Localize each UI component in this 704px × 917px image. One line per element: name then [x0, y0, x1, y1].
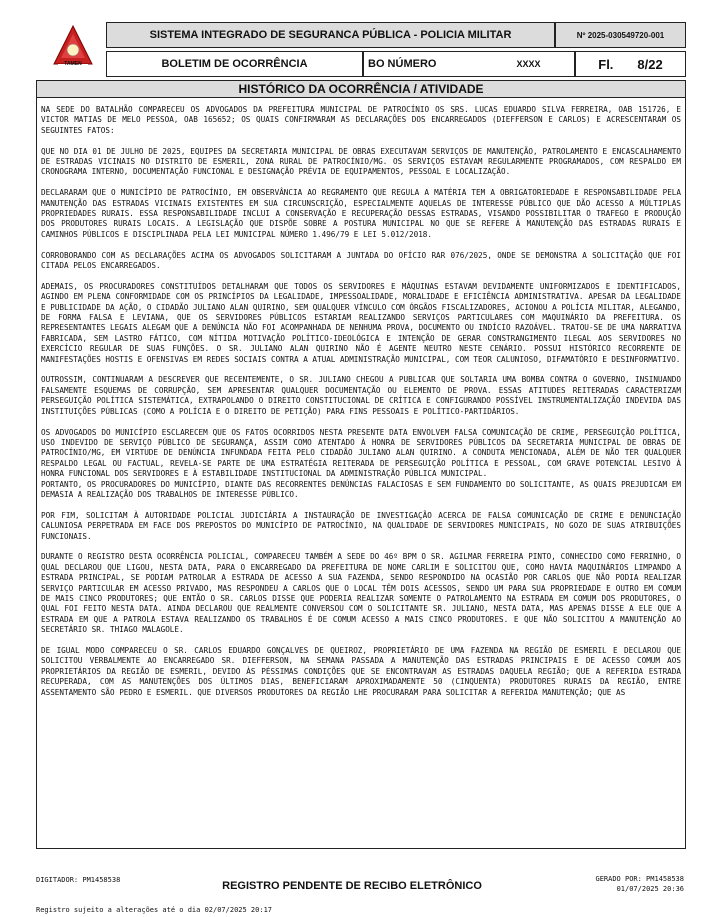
section-title: HISTÓRICO DA OCORRÊNCIA / ATIVIDADE — [36, 80, 686, 98]
history-paragraph: OUTROSSIM, CONTINUARAM A DESCREVER QUE RECENTEMENTE, O SR. JULIANO CHEGOU A PUBLICAR QUE SOLTARIA UMA BOMBA CONTRA O GOVERNO, INSINUANDO FALSAMENTE ESQUEMAS DE CORRUPÇÃO, SEM APRESENTAR QUALQUER DOCUMENTAÇÃO OU ELEMENTO DE PROVA. ESSAS ATITUDES REITERADAS CARACTERIZAM PERSEGUIÇÃO POLÍTICA SISTEMÁTICA, EXTRAPOLANDO O DIREITO CONSTITUCIONAL DE CRÍTICA E CONFIGURANDO POSSÍVEL INSTRUMENTALIZAÇÃO INDEVIDA DAS INSTITUIÇÕES PÚBLICAS (COMO A POLÍCIA E O DIREITO DE PETIÇÃO) PARA FINS PESSOAIS E POLÍTICO-PARTIDÁRIOS. — [41, 375, 681, 416]
history-paragraph: QUE NO DIA 01 DE JULHO DE 2025, EQUIPES DA SECRETARIA MUNICIPAL DE OBRAS EXECUTAVAM SERVIÇOS DE MANUTENÇÃO, PATROLAMENTO E ENCASCALHAMENTO DE ESTRADAS VICINAIS NO DISTRITO DE ESMERIL, ZONA RURAL DE PATROCÍNIO/MG. OS SERVIÇOS ESTAVAM REGULARMENTE PROGRAMADOS, COM RESPALDO EM CRONOGRAMA INTERNO, DOCUMENTAÇÃO FUNCIONAL E DESIGNAÇÃO PRÉVIA DE EQUIPAMENTOS, PESSOAL E LOCALIZAÇÃO. — [41, 146, 681, 177]
system-title: SISTEMA INTEGRADO DE SEGURANCA PÚBLICA - POLICIA MILITAR — [106, 22, 555, 48]
history-paragraph: OS ADVOGADOS DO MUNICÍPIO ESCLARECEM QUE OS FATOS OCORRIDOS NESTA PRESENTE DATA ENVOLVEM FALSA COMUNICAÇÃO DE CRIME, PERSEGUIÇÃO POLÍTICA, USO INDEVIDO DE SERVIÇO PÚBLICO DE SEGURANÇA, ASSIM COMO ATENTADO À HONRA DE SERVIDORES PÚBLICOS DA SECRETARIA MUNICIPAL DE OBRAS DE PATROCÍNIO/MG, EM VIRTUDE DE DENÚNCIA INFUNDADA FEITA PELO CIDADÃO JULIANO ALAN QUIRINO. A CONDUTA MENCIONADA, ALÉM DE NÃO TER QUALQUER RESPALDO LEGAL OU FACTUAL, REVELA-SE PARTE DE UMA ESTRATÉGIA REITERADA DE PERSEGUIÇÃO POLÍTICA E PESSOAL, COM GRAVE POTENCIAL LESIVO À HONRA FUNCIONAL DOS SERVIDORES E À ESTABILIDADE INSTITUCIONAL DA ADMINISTRAÇÃO PÚBLICA MUNICIPAL. PORTANTO, OS PROCURADORES DO MUNICÍPIO, DIANTE DAS RECORRENTES DENÚNCIAS FALACIOSAS E SEM FUNDAMENTO DO SOLICITANTE, AS QUAIS PREJUDICAM EM DEMASIA A REALIZAÇÃO DOS TRABALHOS DE INTERESSE PÚBLICO. — [41, 427, 681, 499]
history-paragraph: POR FIM, SOLICITAM À AUTORIDADE POLICIAL JUDICIÁRIA A INSTAURAÇÃO DE INVESTIGAÇÃO ACERCA DE FALSA COMUNICAÇÃO DE CRIME E DENUNCIAÇÃO CALUNIOSA PERPETRADA EM FACE DOS PREPOSTOS DO MUNICÍPIO DE PATROCÍNIO, NA QUALIDADE DE SERVIDORES MUNICIPAIS, NO GOZO DE SUAS ATRIBUIÇÕES FUNCIONAIS. — [41, 510, 681, 541]
history-paragraph: DECLARARAM QUE O MUNICÍPIO DE PATROCÍNIO, EM OBSERVÂNCIA AO REGRAMENTO QUE REGULA A MATÉRIA TEM A OBRIGATORIEDADE E RESPONSABILIDADE PELA MANUTENÇÃO DAS ESTRADAS VICINAIS EXISTENTES EM SUA CIRCUNSCRIÇÃO, ESPECIALMENTE AQUELAS DE INTERESSE PÚBLICO QUE DÃO ACESSO A MÚLTIPLAS PROPRIEDADES RURAIS. ESSA RESPONSABILIDADE INCLUI A CONSERVAÇÃO E RECUPERAÇÃO DESSAS ESTRADAS, VISANDO POSSIBILITAR O TRAFEGO E PRODUÇÃO DOS PRODUTORES RURAIS LOCAIS. A LEGISLAÇÃO QUE DISPÕE SOBRE A POSTURA MUNICIPAL NO QUE SE REFERE À MANUTENÇÃO DAS ESTRADAS RURAIS E CAMINHOS PÚBLICOS E DISCIPLINADA PELA LEI MUNICIPAL NÚMERO 1.496/79 E LEI 5.012/2018. — [41, 188, 681, 239]
history-text — [41, 105, 681, 708]
pm-logo — [52, 24, 94, 72]
history-paragraph: DE IGUAL MODO COMPARECEU O SR. CARLOS EDUARDO GONÇALVES DE QUEIROZ, PROPRIETÁRIO DE UMA FAZENDA NA REGIÃO DE ESMERIL E DECLAROU QUE SOLICITOU VERBALMENTE AO ENCARREGADO SR. DIEFFERSON, NA SEMANA PASSADA A MANUTENÇÃO DAS ESTRADAS PRINCIPAIS E DE ACESSO COMUM AOS PROPRIETÁRIOS DA REGIÃO DE ESMERIL, DEVIDO ÀS PÉSSIMAS CONDIÇÕES QUE SE ENCONTRAVAM AS ESTRADAS DAQUELA REGIÃO; QUE A REFERIDA ESTRADA RECUPERADA, COM AS MANUTENÇÕES DOS ÚLTIMOS DIAS, BENEFICIARAM APROXIMADAMENTE 50 (CINQUENTA) PRODUTORES RURAIS DA REGIÃO, ENTRE ASSENTAMENTO SÃO PEDRO E ESMERIL. QUE DIVERSOS PRODUTORES DA REGIÃO LHE PROCURARAM PARA SOLICITAR A REFERIDA MANUTENÇÃO; QUE AS — [41, 645, 681, 697]
bo-number-label: BO NÚMERO — [368, 58, 437, 70]
logo-text: TAMEN — [64, 61, 82, 67]
history-paragraph: ADEMAIS, OS PROCURADORES CONSTITUÍDOS DETALHARAM QUE TODOS OS SERVIDORES E MÁQUINAS ESTAVAM DEVIDAMENTE UNIFORMIZADOS E IDENTIFICADOS, AGINDO EM PLENA CONFORMIDADE COM OS PRINCÍPIOS DA LEGALIDADE, IMPESSOALIDADE, MORALIDADE E EFICIÊNCIA ADMINISTRATIVA. APESAR DA LEGALIDADE E PUBLICIDADE DA AÇÃO, O CIDADÃO JULIANO ALAN QUIRINO, SEM QUALQUER VÍNCULO COM ÓRGÃOS FISCALIZADORES, ACIONOU A POLÍCIA MILITAR, ALEGANDO, DE FORMA FALSA E LEVIANA, QUE OS SERVIDORES PÚBLICOS ESTARIAM REALIZANDO SERVIÇOS PARTICULARES COM MAQUINÁRIO DA PREFEITURA. OS REPRESENTANTES LEGAIS ALEGAM QUE A DENÚNCIA NÃO FOI ACOMPANHADA DE NENHUMA PROVA, DOCUMENTO OU INDÍCIO RAZOÁVEL. TRATOU-SE DE UMA NARRATIVA FABRICADA, SEM LASTRO FÁTICO, COM NÍTIDA MOTIVAÇÃO POLÍTICO-IDEOLÓGICA E INTENÇÃO DE GERAR CONSTRANGIMENTO ILEGAL AOS SERVIDORES NO EXERCÍCIO REGULAR DE SUAS FUNÇÕES. O SR. JULIANO ALAN QUIRINO NÃO É AGENTE NEUTRO NESTE CENÁRIO. POSSUI HISTÓRICO RECORRENTE DE MANIFESTAÇÕES HOSTIS E OFENSIVAS EM REDES SOCIAIS CONTRA A ATUAL ADMINISTRAÇÃO MUNICIPAL, COM TEOR CALUNIOSO, DIFAMATÓRIO E DESINFORMATIVO. — [41, 281, 681, 364]
amendment-note: Registro sujeito a alterações até o dia 02/07/2025 20:17 — [36, 906, 273, 914]
history-paragraph: DURANTE O REGISTRO DESTA OCORRÊNCIA POLICIAL, COMPARECEU TAMBÉM A SEDE DO 46º BPM O SR. AGILMAR FERREIRA PINTO, CONHECIDO COMO FERRINHO, O QUAL DECLAROU QUE LIGOU, NESTA DATA, PARA O ENCARREGADO DA PREFEITURA DE NOME CARLIM E SOLICITOU QUE, COMO HAVIA MAQUINÁRIOS LIMPANDO A ESTRADA PRINCIPAL, SE PODIAM PATROLAR A ESTRADA DE ACESSO A SUA FAZENDA, SENDO RESPONDIDO NA OCASIÃO POR CARLOS QUE NÃO PODIA REALIZAR SERVIÇO PARTICULAR EM ACESSO PRIVADO, MAS RESPONDEU A CARLOS QUE O LOCAL TÊM DOIS ACESSOS, SENDO UM PARA SUA PROPRIEDADE E OUTRO EM COMUM DE MAIS CINCO PRODUTORES; QUE ENTÃO O SR. CARLOS DISSE QUE PODERIA REALIZAR SOMENTE O PATROLAMENTO NA ESTRADA EM COMUM DOS PRODUTORES, O QUAL FOI FEITO NESTA DATA. AINDA DECLAROU QUE REALMENTE CONVERSOU COM O SOLICITANTE SR. JULIANO, NESTA DATA, MAS APENAS DISSE A ELE QUE A ESTRADA EM QUE A PATROLA ESTAVA REALIZANDO OS TRABALHOS É DE COMUM ACESSO A MAIS CINCO PRODUTORES. E QUE NÃO SOLICITOU A MANUTENÇÃO AO SECRETÁRIO SR. THIAGO MALAGOLE. — [41, 552, 681, 635]
page-cell — [575, 51, 686, 77]
generated-by: GERADO POR: PM1458538 — [595, 875, 684, 883]
typist: DIGITADOR: PM1458538 — [36, 876, 121, 884]
page-label: Fl. — [598, 56, 614, 72]
receipt-status: REGISTRO PENDENTE DE RECIBO ELETRÔNICO — [222, 880, 482, 892]
history-paragraph: CORROBORANDO COM AS DECLARAÇÕES ACIMA OS ADVOGADOS SOLICITARAM A JUNTADA DO OFÍCIO RAR 076/2025, ONDE SE DEMONSTRA A SOLICITAÇÃO QUE FOI CITADA PELOS ENCARREGADOS. — [41, 250, 681, 271]
generated-info — [595, 874, 684, 894]
bo-number-value: XXXX — [516, 59, 541, 69]
generated-at: 01/07/2025 20:36 — [616, 885, 684, 893]
history-paragraph: NA SEDE DO BATALHÃO COMPARECEU OS ADVOGADOS DA PREFEITURA MUNICIPAL DE PATROCÍNIO OS SRS. LUCAS EDUARDO SILVA FERREIRA, OAB 151726, E VICTOR MATIAS DE MELO PESSOA, OAB 165652; OS QUAIS CONFIRMARAM AS DECLARAÇÕES DOS ENCARREGADOS (DIEFFERSON E CARLOS) E ACRESCENTARAM OS SEGUINTES FATOS: — [41, 105, 681, 135]
document-number: Nº 2025-030549720-001 — [555, 22, 686, 48]
page-number: 8/22 — [637, 56, 663, 72]
form-title: BOLETIM DE OCORRÊNCIA — [106, 51, 363, 77]
bo-number-cell — [363, 51, 575, 77]
